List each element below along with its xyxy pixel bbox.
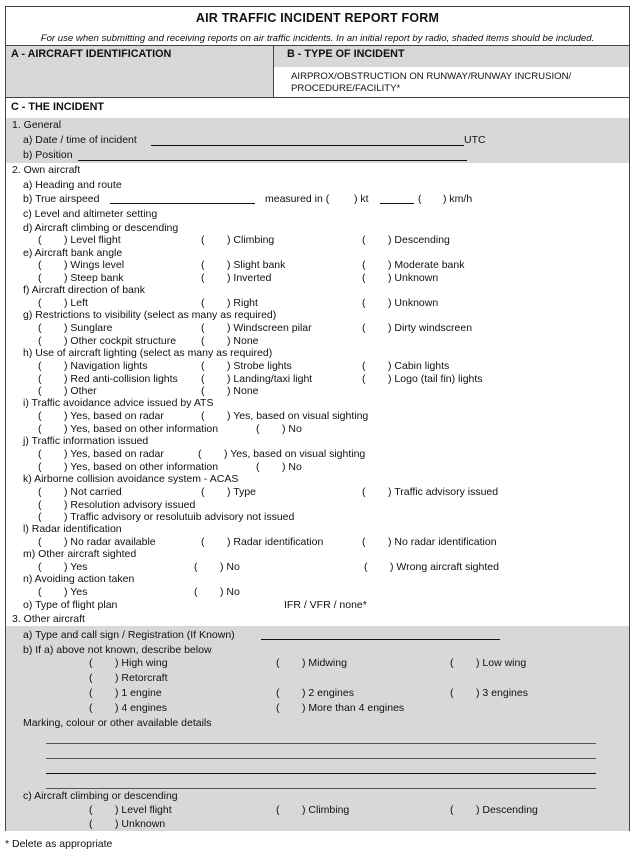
traffic-info-label: j) Traffic information issued [23, 435, 149, 447]
option-info-radar[interactable]: ( ) Yes, based on radar [38, 448, 164, 460]
option-other-climbing[interactable]: ( ) Climbing [276, 804, 350, 816]
option-level-flight[interactable]: ( ) Level flight [38, 234, 121, 246]
ats-advice-label: i) Traffic avoidance advice issued by ATS [23, 397, 214, 409]
option-red-anti-collision-lights[interactable]: ( ) Red anti-collision lights [38, 373, 178, 385]
footnote: * Delete as appropriate [5, 838, 113, 850]
general-heading: 1. General [12, 119, 62, 131]
section-a-label: A - AIRCRAFT IDENTIFICATION [11, 48, 172, 60]
option-right[interactable]: ( ) Right [201, 297, 258, 309]
option-bank-unknown[interactable]: ( ) Unknown [362, 272, 439, 284]
option-slight-bank[interactable]: ( ) Slight bank [201, 259, 286, 271]
option-navigation-lights[interactable]: ( ) Navigation lights [38, 360, 148, 372]
lighting-label: h) Use of aircraft lighting (select as many as required) [23, 347, 273, 359]
option-left[interactable]: ( ) Left [38, 297, 88, 309]
option-4-engines[interactable]: ( ) 4 engines [89, 702, 167, 714]
option-other-descending[interactable]: ( ) Descending [450, 804, 538, 816]
date-time-field[interactable] [151, 145, 464, 146]
call-sign-label: a) Type and call sign / Registration (If Known) [23, 629, 235, 641]
own-aircraft-heading: 2. Own aircraft [12, 164, 81, 176]
flight-plan-label: o) Type of flight plan [23, 599, 118, 611]
option-info-other[interactable]: ( ) Yes, based on other information [38, 461, 219, 473]
divider [6, 97, 629, 98]
option-2-engines[interactable]: ( ) 2 engines [276, 687, 354, 699]
option-more-than-4-engines[interactable]: ( ) More than 4 engines [276, 702, 405, 714]
option-other-level-flight[interactable]: ( ) Level flight [89, 804, 172, 816]
option-wrong-aircraft-sighted[interactable]: ( ) Wrong aircraft sighted [364, 561, 499, 573]
option-other-cockpit-structure[interactable]: ( ) Other cockpit structure [38, 335, 177, 347]
option-sunglare[interactable]: ( ) Sunglare [38, 322, 113, 334]
kmh-paren[interactable]: ( [418, 193, 422, 205]
heading-route-label[interactable]: a) Heading and route [23, 179, 122, 191]
kt-option[interactable]: ) kt [354, 193, 369, 205]
option-logo-lights[interactable]: ( ) Logo (tail fin) lights [362, 373, 483, 385]
option-no-advisory[interactable]: ( ) Traffic advisory or resolutuib advisory not issued [38, 511, 295, 523]
date-time-label: a) Date / time of incident [23, 134, 137, 146]
marking-line-2[interactable] [46, 758, 596, 759]
option-strobe-lights[interactable]: ( ) Strobe lights [201, 360, 292, 372]
other-aircraft-sighted-label: m) Other aircraft sighted [23, 548, 137, 560]
kt-value-field[interactable] [380, 203, 414, 204]
option-sighted-no[interactable]: ( ) No [194, 561, 240, 573]
option-dirty-windscreen[interactable]: ( ) Dirty windscreen [362, 322, 473, 334]
incident-type-line1[interactable]: AIRPROX/OBSTRUCTION ON RUNWAY/RUNWAY INCRUSION/ [291, 71, 572, 82]
option-avoiding-no[interactable]: ( ) No [194, 586, 240, 598]
option-ats-no[interactable]: ( ) No [256, 423, 302, 435]
radar-identification-label: l) Radar identification [23, 523, 122, 535]
position-label: b) Position [23, 149, 73, 161]
option-visibility-none[interactable]: ( ) None [201, 335, 259, 347]
position-field[interactable] [78, 160, 467, 161]
option-retorcraft[interactable]: ( ) Retorcraft [89, 672, 168, 684]
option-3-engines[interactable]: ( ) 3 engines [450, 687, 528, 699]
option-moderate-bank[interactable]: ( ) Moderate bank [362, 259, 465, 271]
option-high-wing[interactable]: ( ) High wing [89, 657, 168, 669]
marking-line-4[interactable] [46, 788, 596, 789]
incident-type-line2[interactable]: PROCEDURE/FACILITY* [291, 83, 401, 94]
visibility-label: g) Restrictions to visibility (select as many as required) [23, 309, 277, 321]
marking-label: Marking, colour or other available details [23, 717, 212, 729]
option-descending[interactable]: ( ) Descending [362, 234, 450, 246]
call-sign-field[interactable] [261, 639, 500, 640]
divider [273, 46, 274, 97]
option-sighted-yes[interactable]: ( ) Yes [38, 561, 88, 573]
option-midwing[interactable]: ( ) Midwing [276, 657, 347, 669]
option-1-engine[interactable]: ( ) 1 engine [89, 687, 162, 699]
option-lighting-other[interactable]: ( ) Other [38, 385, 97, 397]
avoiding-action-label: n) Avoiding action taken [23, 573, 135, 585]
incident-report-form [5, 6, 630, 831]
option-other-unknown[interactable]: ( ) Unknown [89, 818, 166, 830]
option-avoiding-yes[interactable]: ( ) Yes [38, 586, 88, 598]
section-b-label: B - TYPE OF INCIDENT [287, 48, 405, 60]
level-altimeter-label[interactable]: c) Level and altimeter setting [23, 208, 158, 220]
marking-line-3[interactable] [46, 773, 596, 774]
form-title: AIR TRAFFIC INCIDENT REPORT FORM [195, 11, 440, 25]
utc-label: UTC [464, 134, 486, 146]
other-climbing-label: c) Aircraft climbing or descending [23, 790, 178, 802]
option-wings-level[interactable]: ( ) Wings level [38, 259, 125, 271]
option-lighting-none[interactable]: ( ) None [201, 385, 259, 397]
option-radar-identification[interactable]: ( ) Radar identification [201, 536, 324, 548]
option-info-visual[interactable]: ( ) Yes, based on visual sighting [198, 448, 366, 460]
option-resolution-advisory[interactable]: ( ) Resolution advisory issued [38, 499, 196, 511]
option-no-radar-identification[interactable]: ( ) No radar identification [362, 536, 497, 548]
option-inverted[interactable]: ( ) Inverted [201, 272, 272, 284]
option-landing-taxi-light[interactable]: ( ) Landing/taxi light [201, 373, 313, 385]
section-c-label: C - THE INCIDENT [11, 101, 104, 113]
option-ats-other-info[interactable]: ( ) Yes, based on other information [38, 423, 219, 435]
true-airspeed-label: b) True airspeed [23, 193, 100, 205]
option-ats-visual[interactable]: ( ) Yes, based on visual sighting [201, 410, 369, 422]
describe-label: b) If a) above not known, describe below [23, 644, 212, 656]
option-traffic-advisory[interactable]: ( ) Traffic advisory issued [362, 486, 499, 498]
kmh-option[interactable]: ) km/h [443, 193, 473, 205]
option-direction-unknown[interactable]: ( ) Unknown [362, 297, 439, 309]
option-low-wing[interactable]: ( ) Low wing [450, 657, 527, 669]
form-subtitle: For use when submitting and receiving reports on air traffic incidents. In an initial report by radio, shaded items should be included. [40, 33, 595, 44]
option-ats-radar[interactable]: ( ) Yes, based on radar [38, 410, 164, 422]
acas-label: k) Airborne collision avoidance system - ACAS [23, 473, 239, 485]
option-no-radar-available[interactable]: ( ) No radar available [38, 536, 156, 548]
option-cabin-lights[interactable]: ( ) Cabin lights [362, 360, 450, 372]
climbing-descending-label: d) Aircraft climbing or descending [23, 222, 179, 234]
option-climbing[interactable]: ( ) Climbing [201, 234, 275, 246]
bank-angle-label: e) Aircraft bank angle [23, 247, 123, 259]
true-airspeed-field[interactable] [110, 203, 255, 204]
option-acas-not-carried[interactable]: ( ) Not carried [38, 486, 122, 498]
option-steep-bank[interactable]: ( ) Steep bank [38, 272, 124, 284]
option-acas-type[interactable]: ( ) Type [201, 486, 256, 498]
other-aircraft-heading: 3. Other aircraft [12, 613, 85, 625]
option-info-no[interactable]: ( ) No [256, 461, 302, 473]
measured-in-label: measured in ( [265, 193, 330, 205]
option-windscreen-pilar[interactable]: ( ) Windscreen pilar [201, 322, 312, 334]
flight-plan-value[interactable]: IFR / VFR / none* [284, 599, 367, 611]
direction-of-bank-label: f) Aircraft direction of bank [23, 284, 145, 296]
marking-line-1[interactable] [46, 743, 596, 744]
